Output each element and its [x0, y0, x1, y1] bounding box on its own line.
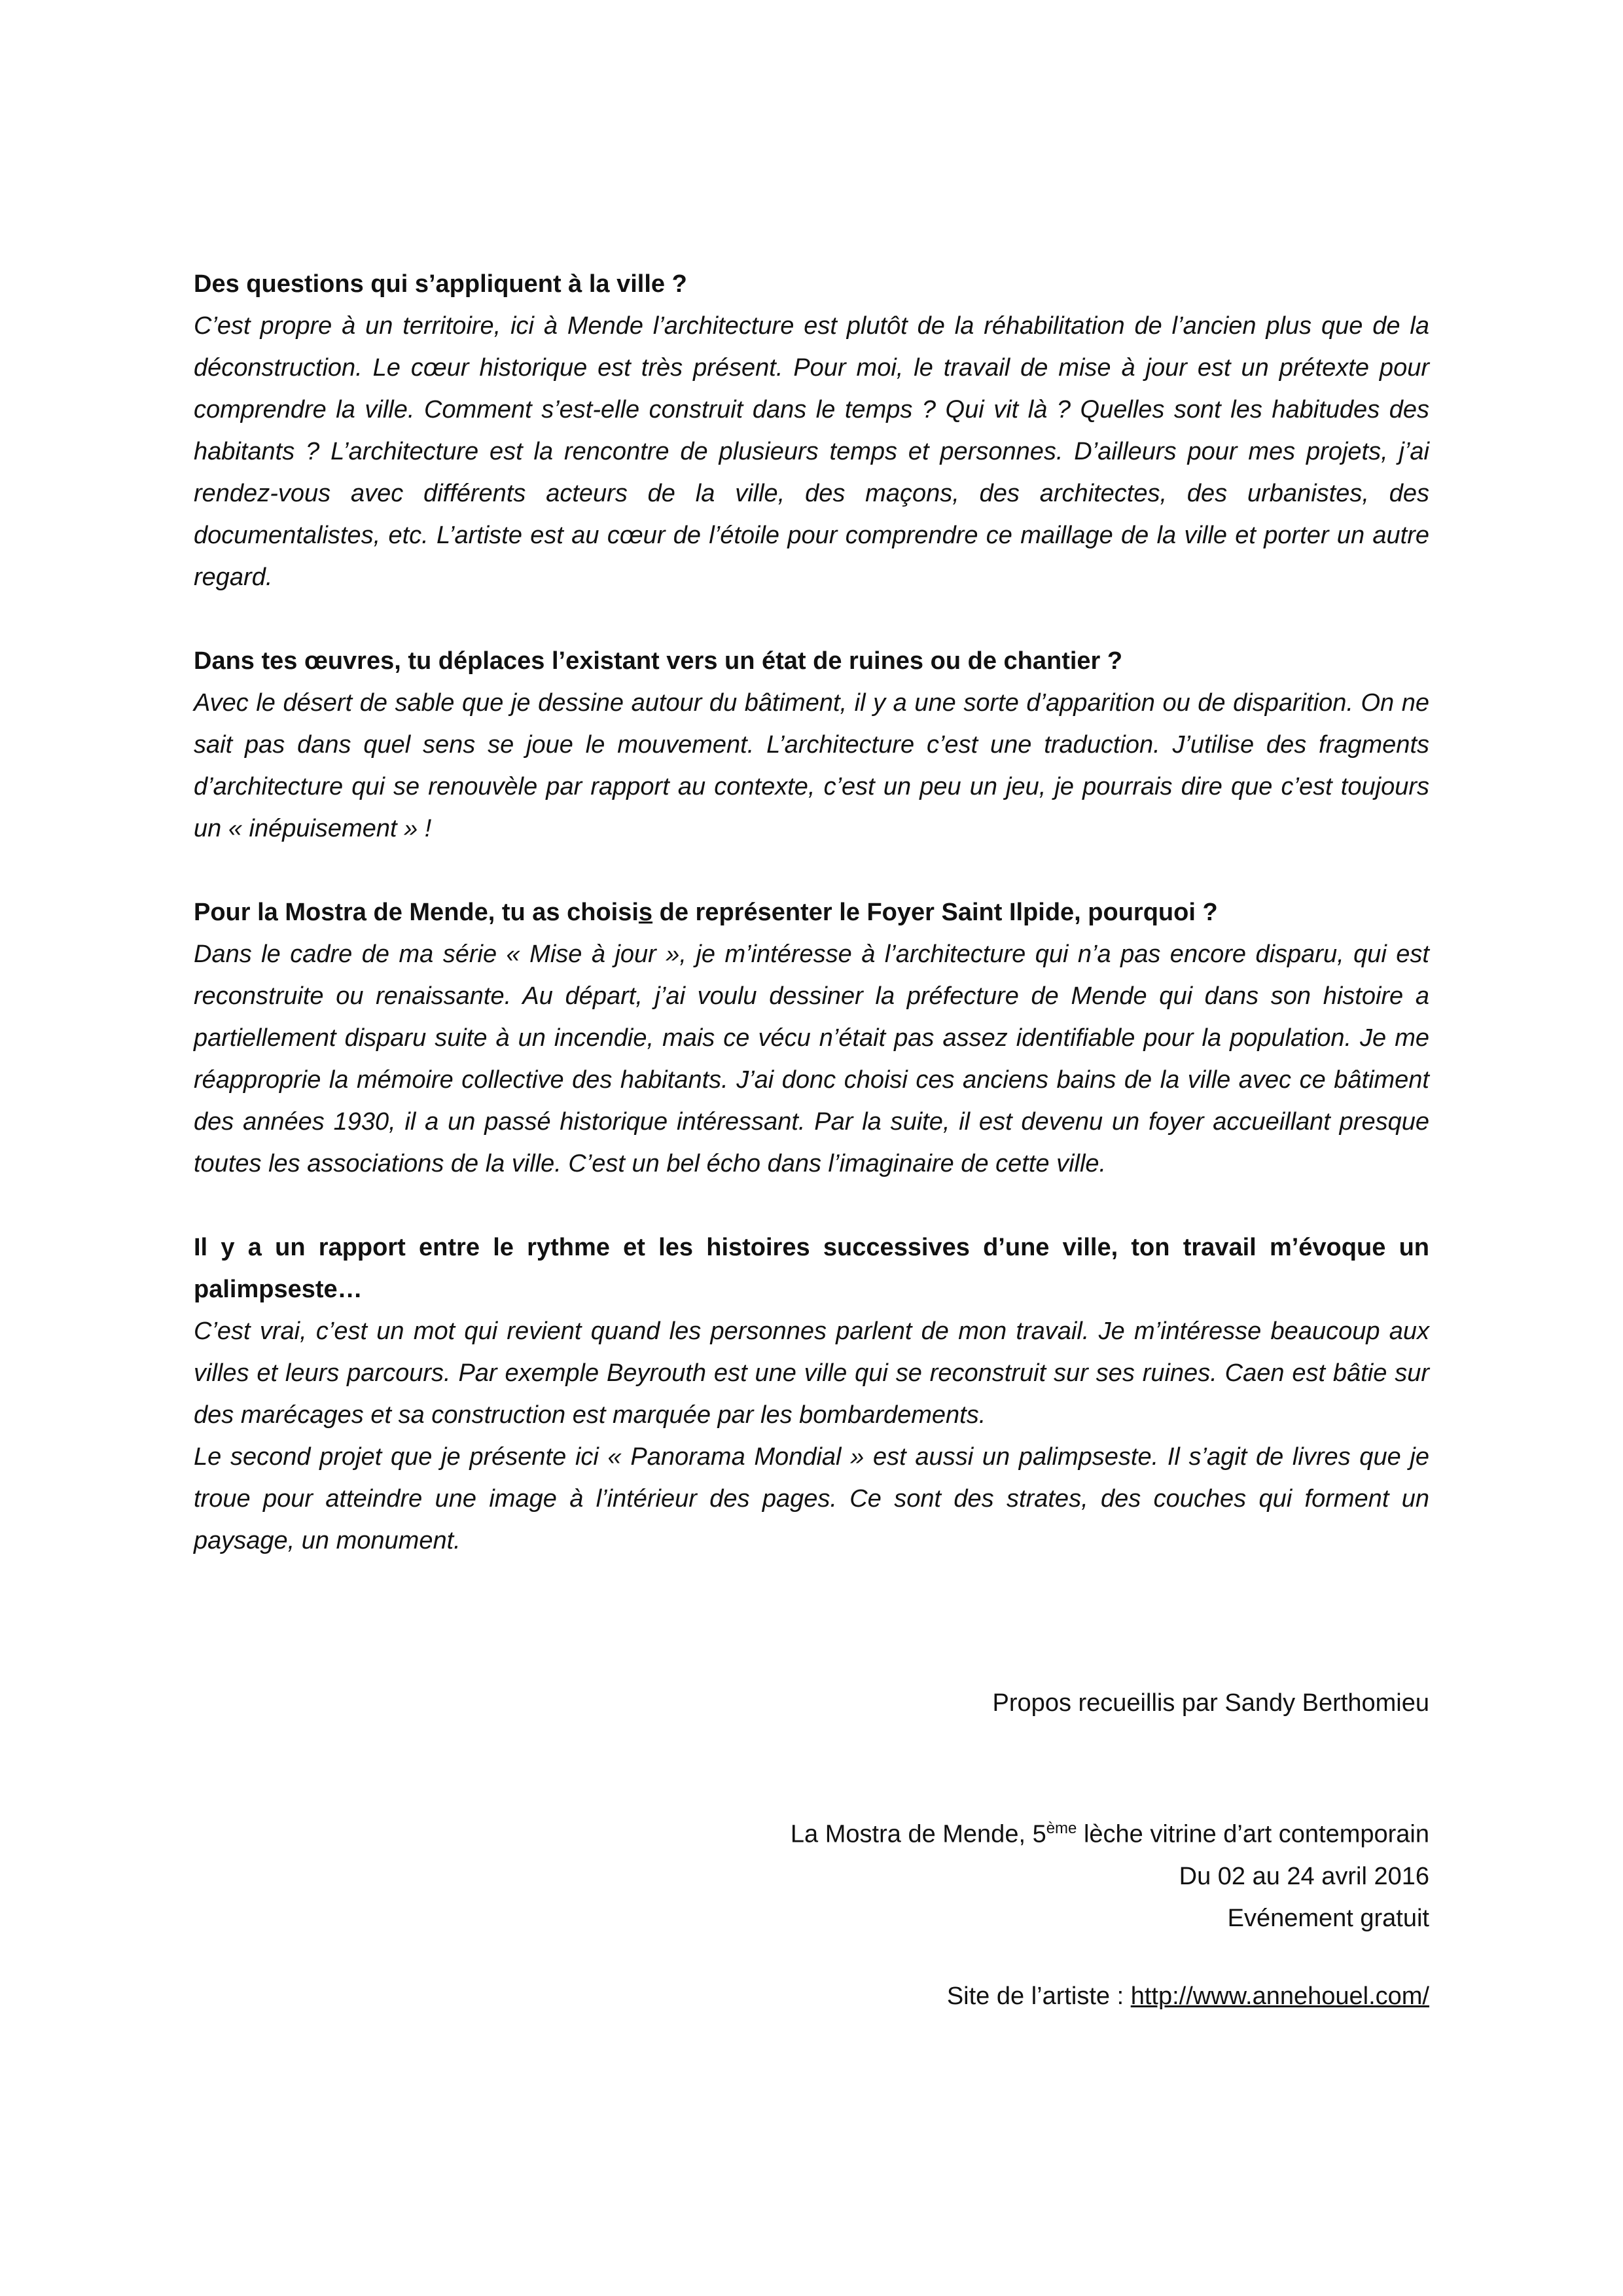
answer-paragraph: C’est propre à un territoire, ici à Mende l’architecture est plutôt de la réhabilitation de l’ancien plus que de la déconstruction. Le cœur historique est très présent. Pour moi, le travail de mise à jour est un prétexte pour comprendre la ville. Comment s’est-elle construit dans le temps ? Qui vit là ? Quelles sont les habitudes des habitants ? L’architecture est la rencontre de plusieurs temps et personnes. D’ailleurs pour mes projets, j’ai rendez-vous avec différents acteurs de la ville, des maçons, des architectes, des urbanistes, des documentalistes, etc. L’artiste est au cœur de l’étoile pour comprendre ce maillage de la ville et porter un autre regard.: [194, 312, 1429, 591]
question-heading: Des questions qui s’appliquent à la ville ?: [194, 270, 687, 298]
qa-block-3: [194, 891, 1429, 1185]
question-heading: Dans tes œuvres, tu déplaces l’existant vers un état de ruines ou de chantier ?: [194, 647, 1123, 675]
question-text: de représenter le Foyer Saint Ilpide, pourquoi ?: [652, 899, 1218, 926]
event-title-text: La Mostra de Mende, 5: [790, 1820, 1046, 1848]
event-free: Evénement gratuit: [1227, 1904, 1429, 1932]
event-title: [194, 1808, 1429, 1856]
artist-site: [194, 1975, 1429, 2017]
interview-body: [194, 263, 1429, 1604]
artist-site-line: [194, 1975, 1429, 2017]
event-info: [194, 1808, 1429, 1939]
qa-block-2: [194, 640, 1429, 850]
answer-paragraph: Dans le cadre de ma série « Mise à jour », je m’intéresse à l’architecture qui n’a pas encore disparu, qui est reconstruite ou renaissante. Au départ, j’ai voulu dessiner la préfecture de Mende qui dans son histoire a partiellement disparu suite à un incendie, mais ce vécu n’était pas assez identifiable pour la population. Je me réapproprie la mémoire collective des habitants. J’ai donc choisi ces anciens bains de la ville avec ce bâtiment des années 1930, il a un passé historique intéressant. Par la suite, il est devenu un foyer accueillant presque toutes les associations de la ville. C’est un bel écho dans l’imaginaire de cette ville.: [194, 941, 1429, 1177]
author-credit: Propos recueillis par Sandy Berthomieu: [992, 1689, 1429, 1717]
question-heading: Il y a un rapport entre le rythme et les histoires successives d’une ville, ton travail m’évoque un palimpseste…: [194, 1234, 1429, 1303]
answer-paragraph: C’est vrai, c’est un mot qui revient quand les personnes parlent de mon travail. Je m’intéresse beaucoup aux villes et leurs parcours. Par exemple Beyrouth est une ville qui se reconstruit sur ses ruines. Caen est bâtie sur des marécages et sa construction est marquée par les bombardements.: [194, 1318, 1429, 1429]
qa-block-1: [194, 263, 1429, 598]
question-text: Pour la Mostra de Mende, tu as choisi: [194, 899, 639, 926]
event-title-superscript: ème: [1046, 1820, 1077, 1837]
answer-paragraph: Avec le désert de sable que je dessine autour du bâtiment, il y a une sorte d’apparition ou de disparition. On ne sait pas dans quel sens se joue le mouvement. L’architecture c’est une traduction. J’utilise des fragments d’architecture qui se renouvèle par rapport au contexte, c’est un peu un jeu, je pourrais dire que c’est toujours un « inépuisement » !: [194, 689, 1429, 842]
artist-site-link[interactable]: http://www.annehouel.com/: [1130, 1982, 1429, 2010]
underlined-letter: s: [638, 899, 653, 926]
interview-credit: [194, 1682, 1429, 1724]
question-heading: [194, 891, 1429, 933]
event-title-text: lèche vitrine d’art contemporain: [1077, 1820, 1429, 1848]
artist-site-label: Site de l’artiste :: [946, 1982, 1131, 2010]
answer-paragraph: Le second projet que je présente ici « Panorama Mondial » est aussi un palimpseste. Il s’agit de livres que je troue pour atteindre une image à l’intérieur des pages. Ce sont des strates, des couches qui forment un paysage, un monument.: [194, 1443, 1429, 1554]
event-dates: Du 02 au 24 avril 2016: [1179, 1862, 1429, 1890]
qa-block-4: [194, 1227, 1429, 1562]
